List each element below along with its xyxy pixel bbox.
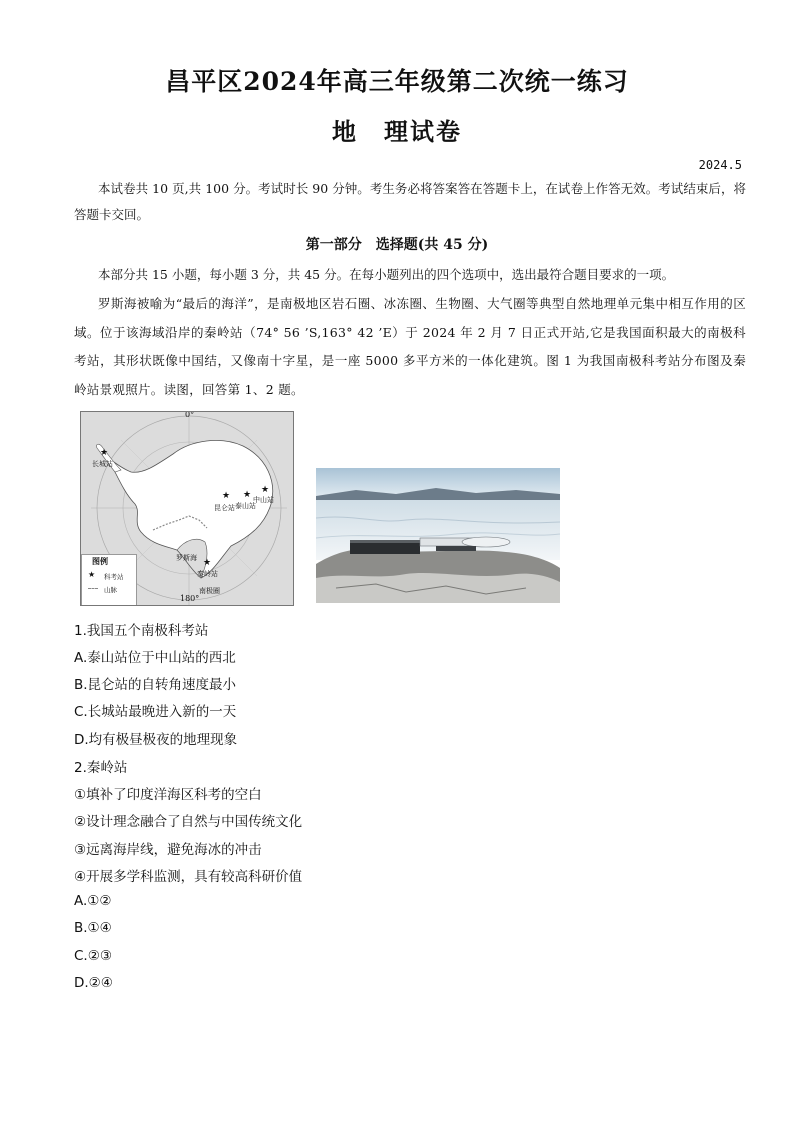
station-star-icon: ★ — [222, 491, 231, 501]
photo-svg — [316, 468, 560, 603]
ross-sea-label: 罗斯海 — [176, 554, 197, 562]
station-taishan: 泰山站 — [235, 502, 256, 510]
question-2-statement-2: ②设计理念融合了自然与中国传统文化 — [74, 814, 303, 830]
question-1-option-b: B.昆仑站的自转角速度最小 — [74, 677, 237, 693]
question-2-option-a: A.①② — [74, 893, 112, 909]
question-1-option-c: C.长城站最晚进入新的一天 — [74, 704, 237, 720]
legend-mountain-label: 山脉 — [104, 586, 117, 594]
part1-heading: 第一部分 选择题(共 45 分) — [305, 237, 489, 253]
meridian-180-label: 180° — [180, 594, 200, 603]
legend-title: 图例 — [92, 556, 108, 566]
station-star-icon: ★ — [261, 485, 270, 495]
station-zhongshan: 中山站 — [253, 496, 274, 504]
reading-passage: 罗斯海被喻为“最后的海洋”，是南极地区岩石圈、冰冻圈、生物圈、大气圈等典型自然地理单元集中相互作用的区域。位于该海域沿岸的秦岭站（74° 56 ’S,163° 42 ’E）于 2024 年 2 月 7 日正式开站,它是我国面积最大的南极科考站，其形状既像中国结，又像南十字星，是一座 5000 多平方米的一体化建筑。图 1 为我国南极科考站分布图及秦岭站景观照片。读图，回答第 1、2 题。 — [74, 296, 746, 397]
legend-star-icon: ★ — [88, 570, 96, 579]
exam-date: 2024.5 — [698, 158, 742, 172]
meridian-0-label: 0° — [185, 411, 195, 419]
station-star-icon: ★ — [203, 558, 212, 568]
exam-title: 昌平区2024年高三年级第二次统一练习 — [165, 67, 629, 96]
station-qinling: 秦岭站 — [197, 570, 218, 578]
exam-instructions: 本试卷共 10 页,共 100 分。考试时长 90 分钟。考生务必将答案答在答题卡上，在试卷上作答无效。考试结束后，将答题卡交回。 — [74, 181, 746, 222]
station-building-left — [350, 542, 420, 554]
question-2-statement-1: ①填补了印度洋海区科考的空白 — [74, 787, 262, 803]
station-kunlun: 昆仑站 — [214, 504, 235, 512]
map-legend — [81, 554, 137, 606]
antarctic-circle-label: 南极圈 — [199, 587, 220, 595]
question-2-statement-4: ④开展多学科监测，具有较高科研价值 — [74, 869, 303, 885]
question-2-option-b: B.①④ — [74, 920, 112, 936]
station-changcheng: 长城站 — [92, 460, 113, 468]
question-2-option-d: D.②④ — [74, 975, 113, 991]
question-2-option-c: C.②③ — [74, 948, 112, 964]
qinling-station-photo — [316, 468, 560, 603]
station-star-icon: ★ — [100, 448, 109, 458]
question-2-stem: 2.秦岭站 — [74, 760, 128, 776]
subject-title: 地 理试卷 — [332, 117, 462, 146]
part1-description: 本部分共 15 小题，每小题 3 分，共 45 分。在每小题列出的四个选项中，选出最符合题目要求的一项。 — [98, 267, 675, 282]
legend-station-label: 科考站 — [104, 573, 124, 581]
question-2-statement-3: ③远离海岸线，避免海冰的冲击 — [74, 842, 262, 858]
question-1-stem: 1.我国五个南极科考站 — [74, 623, 209, 639]
legend-mountain-icon — [88, 588, 98, 591]
station-star-icon: ★ — [243, 490, 252, 500]
antarctica-station-map — [80, 411, 294, 606]
question-1-option-a: A.泰山站位于中山站的西北 — [74, 650, 236, 666]
question-1-option-d: D.均有极昼极夜的地理现象 — [74, 732, 238, 748]
